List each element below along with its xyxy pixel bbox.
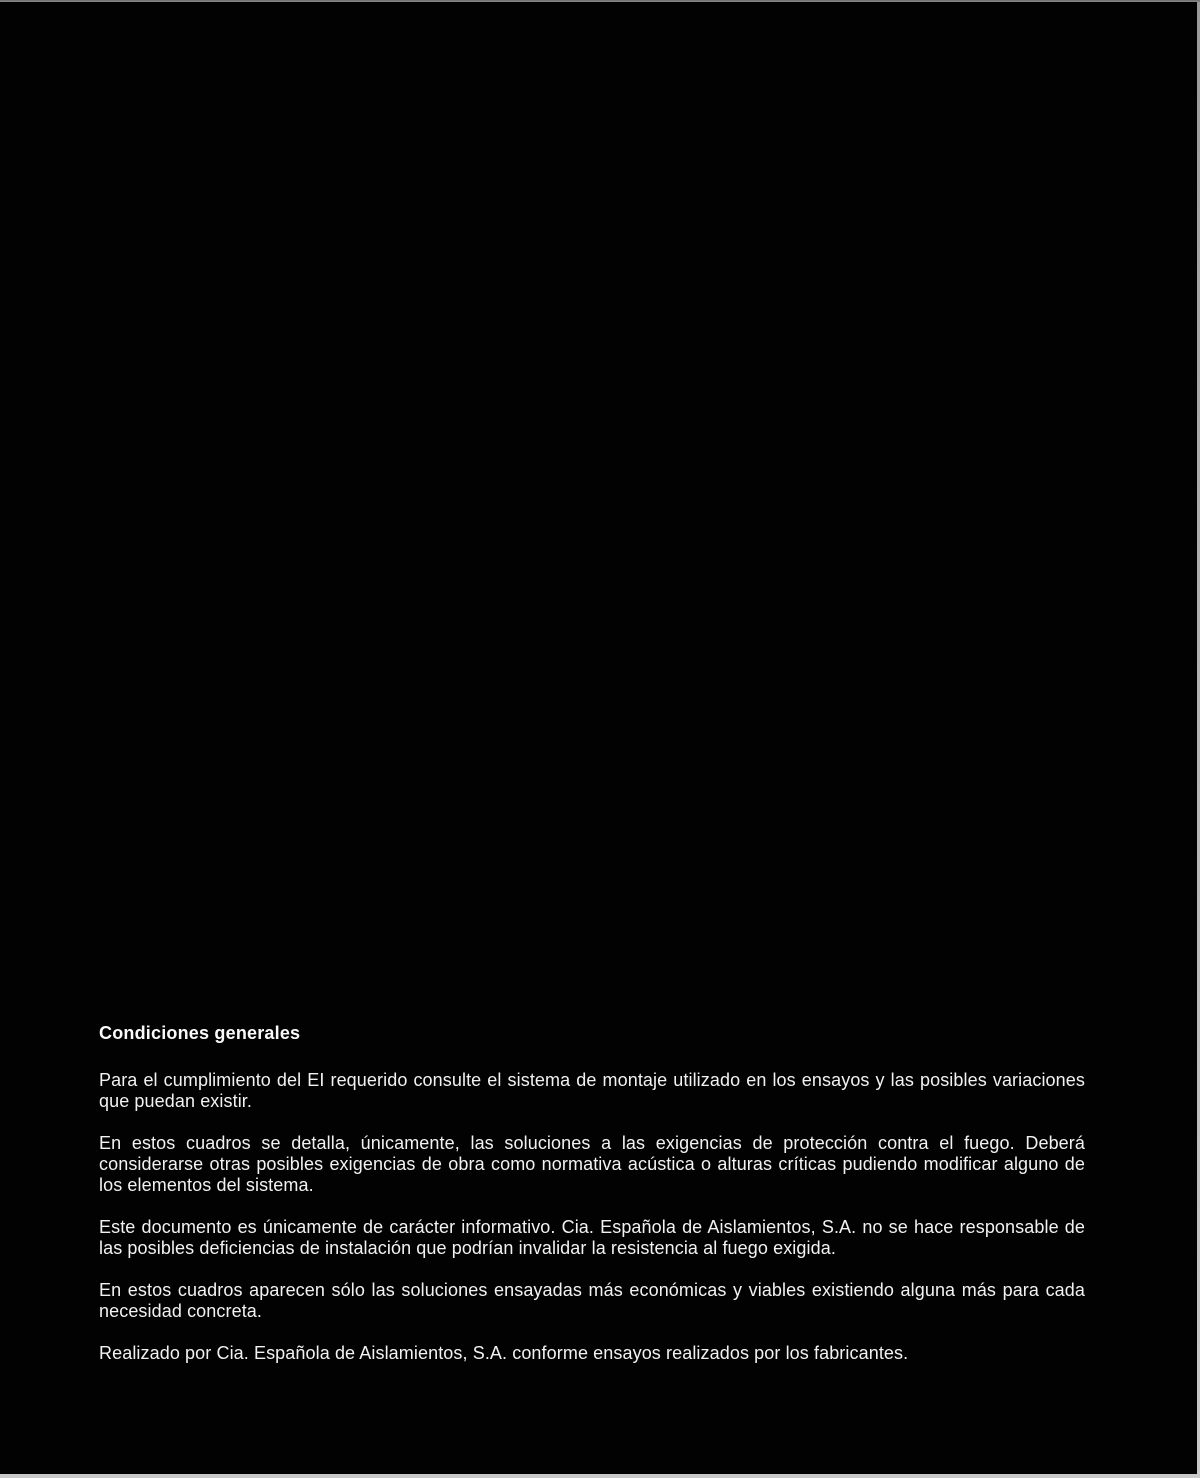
conditions-paragraph-3: Este documento es únicamente de carácter informativo. Cia. Española de Aislamientos, S.A. no se hace responsable de las posibles deficiencias de instalación que podrían invalidar la resistencia al fuego exigida. — [99, 1217, 1085, 1258]
document-page — [0, 2, 1197, 1474]
conditions-paragraph-2: En estos cuadros se detalla, únicamente, las soluciones a las exigencias de protección contra el fuego. Deberá considerarse otras posibles exigencias de obra como normativa acústica o alturas críticas pudiendo modificar alguno de los elementos del sistema. — [99, 1133, 1085, 1195]
section-title: Condiciones generales — [99, 1023, 301, 1043]
conditions-paragraph-4: En estos cuadros aparecen sólo las soluciones ensayadas más económicas y viables existiendo alguna más para cada necesidad concreta. — [99, 1280, 1085, 1321]
conditions-paragraph-1: Para el cumplimiento del EI requerido consulte el sistema de montaje utilizado en los ensayos y las posibles variaciones que puedan existir. — [99, 1070, 1085, 1111]
conditions-paragraph-5: Realizado por Cia. Española de Aislamientos, S.A. conforme ensayos realizados por los fabricantes. — [99, 1343, 909, 1363]
general-conditions-section — [99, 1023, 1085, 1364]
